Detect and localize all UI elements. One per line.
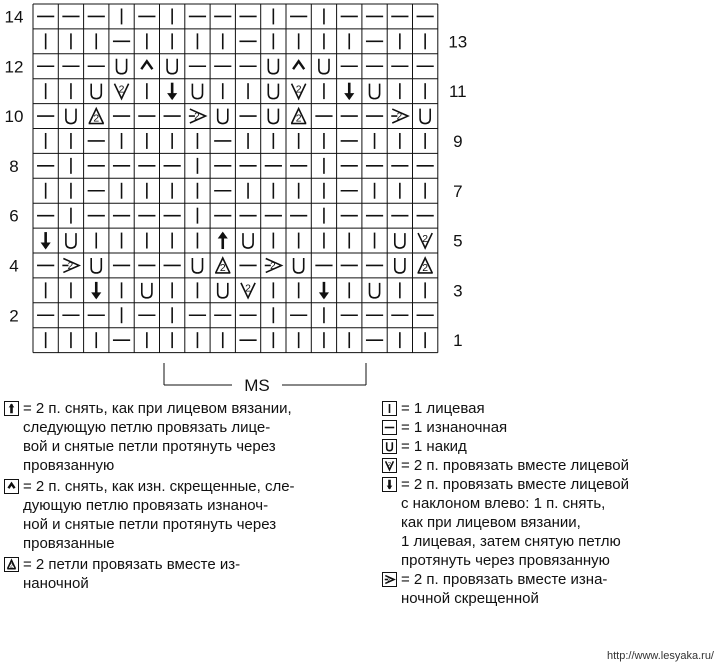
chart-cell-knit-two-together-icon — [114, 84, 128, 99]
row-label-right: 7 — [453, 181, 463, 201]
chart-cell-purl-twisted-two-together-icon — [265, 258, 282, 272]
chart-cell-yarn-over-icon — [268, 84, 278, 99]
chart-cell-arrow-down-icon — [91, 282, 101, 299]
row-label-right: 3 — [453, 281, 463, 301]
row-label-right: 5 — [453, 231, 463, 251]
legend-text: = 2 п. провязать вместе лицевой с наклоном влево: 1 п. снять, как при лицевом вязании, 1 лицевая, затем снятую петлю протянуть через провязанную — [401, 476, 629, 569]
row-label-right: 11 — [448, 82, 467, 102]
chart-cell-yarn-over-icon — [91, 84, 101, 99]
yarn-over-icon — [382, 439, 397, 454]
chart-cell-yarn-over-icon — [395, 233, 405, 248]
legend-item — [382, 475, 629, 570]
arrow-up-icon — [4, 401, 19, 416]
chart-cell-yarn-over-icon — [268, 109, 278, 124]
chart-cell-arrow-down-icon — [41, 232, 51, 249]
chart-cell-knit-two-together-icon — [241, 283, 255, 298]
chart-cell-arrow-up-icon — [218, 232, 228, 249]
legend-item — [382, 399, 485, 418]
svg-text:2: 2 — [295, 113, 302, 125]
chart-cell-purl-two-together-icon — [215, 258, 230, 274]
watermark: http://www.lesyaka.ru/ — [607, 650, 714, 662]
legend-item — [4, 555, 240, 593]
chart-cell-arrow-down-icon — [319, 282, 329, 299]
row-label-left: 12 — [4, 57, 24, 77]
svg-text:2: 2 — [67, 260, 74, 272]
chart-cell-triangle-icon — [141, 61, 152, 69]
row-label-right: 13 — [448, 32, 468, 52]
row-label-left: 4 — [9, 256, 19, 276]
knit-icon — [382, 401, 397, 416]
chart-cell-yarn-over-icon — [294, 258, 304, 273]
chart-cell-purl-two-together-icon — [89, 109, 104, 125]
chart-cell-yarn-over-icon — [319, 59, 329, 74]
row-label-left: 8 — [9, 156, 19, 176]
svg-text:2: 2 — [387, 577, 391, 584]
svg-text:2: 2 — [422, 233, 429, 245]
chart-cell-yarn-over-icon — [167, 59, 177, 74]
chart-cell-yarn-over-icon — [192, 84, 202, 99]
legend-item — [4, 477, 295, 553]
svg-text:2: 2 — [219, 262, 226, 274]
chart-cell-yarn-over-icon — [369, 283, 379, 298]
legend-item — [382, 418, 507, 437]
chart-cell-purl-two-together-icon — [291, 109, 306, 125]
row-label-left: 10 — [4, 107, 24, 127]
svg-text:2: 2 — [194, 111, 200, 123]
legend-item — [4, 399, 292, 475]
legend-item — [382, 570, 607, 608]
chart-cell-yarn-over-icon — [218, 283, 228, 298]
chart-cell-yarn-over-icon — [243, 233, 253, 248]
legend-text: = 2 п. провязать вместе изна- ночной скрещенной — [401, 571, 608, 607]
svg-text:2: 2 — [93, 113, 100, 125]
triangle-icon — [4, 479, 19, 494]
chart-cell-yarn-over-icon — [192, 258, 202, 273]
svg-text:2: 2 — [422, 262, 429, 274]
knit-two-together-icon — [382, 458, 397, 473]
ms-bracket — [164, 363, 366, 395]
chart-cell-yarn-over-icon — [268, 59, 278, 74]
legend-item — [382, 437, 467, 456]
purl-two-together-icon — [4, 557, 19, 572]
svg-text:2: 2 — [9, 563, 14, 570]
purl-twisted-two-together-icon — [382, 572, 397, 587]
chart-cell-purl-twisted-two-together-icon — [62, 258, 79, 272]
svg-text:2: 2 — [396, 111, 403, 123]
purl-icon — [382, 420, 397, 435]
chart-cell-knit-two-together-icon — [292, 84, 306, 99]
chart-cell-yarn-over-icon — [91, 258, 101, 273]
row-label-left: 2 — [9, 306, 19, 326]
legend-text: = 2 петли провязать вместе из- наночной — [23, 556, 241, 592]
legend-text: = 2 п. провязать вместе лицевой — [401, 457, 629, 474]
legend-text: = 2 п. снять, как изн. скрещенные, сле- дующую петлю провязать изнаноч- ной и снятые петли протянуть через провязанные — [23, 478, 295, 552]
legend-text: = 1 накид — [401, 438, 467, 455]
svg-text:2: 2 — [387, 462, 392, 469]
row-label-right: 9 — [453, 131, 463, 151]
legend-text: = 1 лицевая — [401, 400, 485, 417]
row-label-left: 6 — [9, 206, 19, 226]
row-label-left: 14 — [4, 7, 24, 27]
chart-cell-yarn-over-icon — [369, 84, 379, 99]
chart-cell-yarn-over-icon — [66, 233, 76, 248]
svg-text:2: 2 — [245, 283, 251, 295]
chart-cell-purl-twisted-two-together-icon — [391, 109, 408, 123]
chart-cell-yarn-over-icon — [142, 283, 152, 298]
chart-cell-purl-twisted-two-together-icon — [189, 109, 206, 123]
chart-cell-yarn-over-icon — [395, 258, 405, 273]
row-label-right: 1 — [453, 331, 463, 351]
chart-cell-triangle-icon — [293, 61, 304, 69]
legend-text: = 2 п. снять, как при лицевом вязании, следующую петлю провязать лице- вой и снятые петли протянуть через провязанную — [23, 400, 292, 474]
chart-cell-arrow-down-icon — [344, 83, 354, 100]
legend-text: = 1 изнаночная — [401, 419, 508, 436]
svg-text:2: 2 — [270, 260, 276, 272]
chart-cell-purl-two-together-icon — [418, 258, 433, 274]
ms-label: MS — [244, 376, 270, 395]
chart-cell-yarn-over-icon — [218, 109, 228, 124]
chart-cell-knit-two-together-icon — [418, 233, 432, 248]
chart-cell-yarn-over-icon — [420, 109, 430, 124]
svg-text:2: 2 — [295, 84, 302, 96]
chart-cell-yarn-over-icon — [66, 109, 76, 124]
chart-grid — [33, 4, 438, 353]
chart-cell-yarn-over-icon — [116, 59, 126, 74]
legend-item — [382, 456, 629, 475]
arrow-down-icon — [382, 477, 397, 492]
chart-cell-arrow-down-icon — [167, 83, 177, 100]
svg-text:2: 2 — [118, 84, 125, 96]
